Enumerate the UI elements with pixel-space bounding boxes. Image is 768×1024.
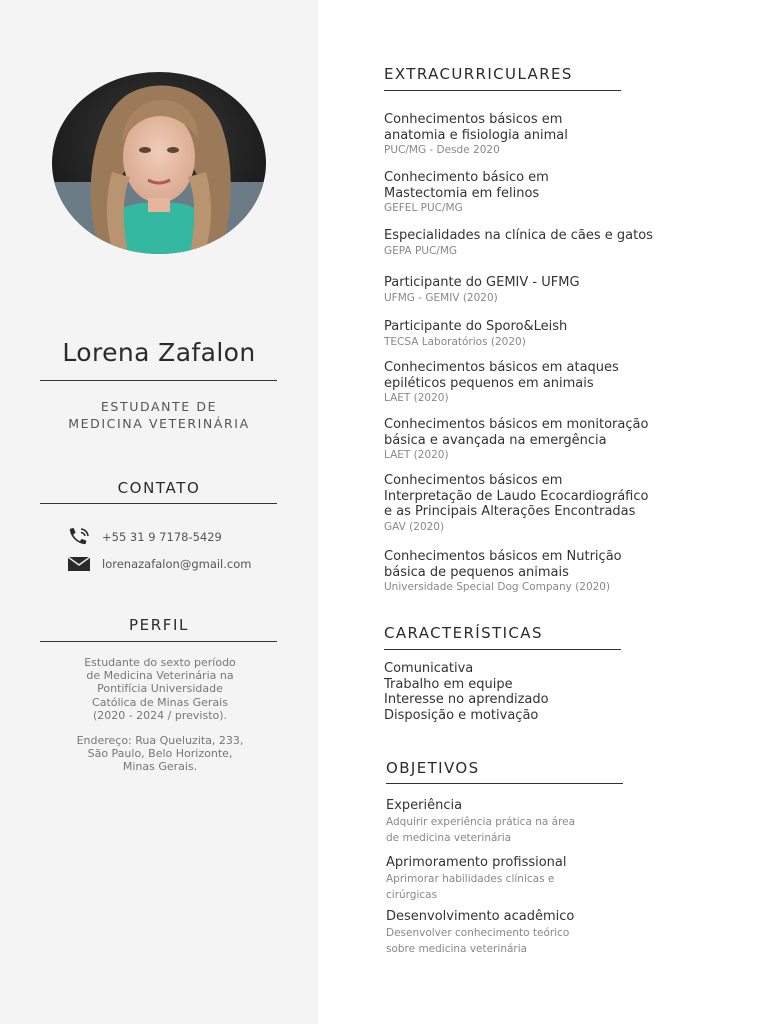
item-title: Conhecimentos básicos em ataques — [384, 360, 619, 375]
profile-photo — [52, 72, 266, 254]
extracurricular-item — [384, 170, 724, 215]
address-line: Minas Gerais. — [122, 760, 198, 774]
item-title: Conhecimentos básicos em — [384, 473, 563, 488]
objective-desc: Desenvolver conhecimento teórico — [386, 927, 570, 939]
address-line: Endereço: Rua Queluzita, 233, — [76, 734, 244, 747]
item-source: UFMG - GEMIV (2020) — [384, 291, 498, 304]
item-source: Universidade Special Dog Company (2020) — [384, 581, 611, 594]
role-title — [0, 398, 318, 432]
phone-link[interactable]: +55 31 9 7178-5429 — [102, 530, 222, 544]
item-title: Participante do GEMIV - UFMG — [384, 275, 580, 290]
characteristics-divider — [384, 649, 621, 650]
extracurricular-heading: EXTRACURRICULARES — [384, 65, 573, 83]
item-title: Conhecimentos básicos em monitoração — [384, 417, 649, 432]
characteristics-list — [384, 661, 549, 723]
item-title: Mastectomia em felinos — [384, 185, 540, 201]
profile-text — [40, 656, 280, 722]
item-source: GEFEL PUC/MG — [384, 202, 463, 215]
profile-line: Pontifícia Universidade — [97, 682, 223, 696]
item-title: básica e avançada na emergência — [384, 432, 607, 448]
phone-icon — [66, 527, 92, 547]
item-title: Especialidades na clínica de cães e gatos — [384, 228, 653, 243]
profile-line: de Medicina Veterinária na — [86, 669, 234, 683]
item-title: epiléticos pequenos em animais — [384, 375, 594, 391]
sidebar — [0, 0, 318, 1024]
extracurricular-item — [384, 228, 724, 258]
contact-email-row — [66, 554, 251, 574]
address-line: São Paulo, Belo Horizonte, — [87, 747, 233, 761]
objective-desc: de medicina veterinária — [386, 832, 512, 844]
objective-desc: Aprimorar habilidades clínicas e — [386, 873, 555, 885]
item-title: básica de pequenos animais — [384, 564, 569, 580]
item-title: Conhecimentos básicos em Nutrição — [384, 549, 622, 564]
objective-item — [386, 855, 646, 903]
extracurricular-item — [384, 473, 724, 534]
contact-phone-row — [66, 527, 222, 547]
address-text — [40, 734, 280, 774]
profile-divider — [40, 641, 277, 642]
envelope-icon — [66, 554, 92, 574]
item-source: LAET (2020) — [384, 449, 449, 462]
profile-heading: PERFIL — [129, 616, 189, 634]
item-title: Conhecimentos básicos em — [384, 112, 563, 127]
item-source: GAV (2020) — [384, 520, 445, 533]
objectives-divider — [386, 783, 623, 784]
extracurricular-item — [384, 549, 724, 594]
extracurricular-item — [384, 360, 724, 405]
extracurricular-divider — [384, 90, 621, 91]
item-title: Interpretação de Laudo Ecocardiográfico — [384, 488, 649, 504]
trait-item: Comunicativa — [384, 661, 474, 676]
item-title: Conhecimento básico em — [384, 170, 549, 185]
trait-item: Trabalho em equipe — [384, 676, 513, 692]
objective-title: Experiência — [386, 798, 463, 813]
item-source: GEPA PUC/MG — [384, 244, 458, 257]
person-name: Lorena Zafalon — [62, 338, 256, 367]
objective-desc: cirúrgicas — [386, 889, 438, 901]
contact-divider — [40, 503, 277, 504]
profile-line: (2020 - 2024 / previsto). — [92, 708, 228, 722]
email-link[interactable]: lorenazafalon@gmail.com — [102, 557, 252, 571]
objective-desc: sobre medicina veterinária — [386, 943, 528, 955]
objectives-heading: OBJETIVOS — [386, 759, 480, 777]
extracurricular-item — [384, 275, 724, 305]
role-line-2: MEDICINA VETERINÁRIA — [68, 416, 250, 431]
profile-line: Estudante do sexto período — [84, 656, 236, 669]
item-title: anatomia e fisiologia animal — [384, 127, 568, 143]
name-divider — [40, 380, 277, 381]
objective-desc: Adquirir experiência prática na área — [386, 816, 576, 828]
extracurricular-item — [384, 112, 724, 157]
contact-heading: CONTATO — [117, 479, 201, 497]
role-line-1: ESTUDANTE DE — [100, 399, 218, 414]
extracurricular-item — [384, 319, 724, 349]
item-title: e as Principais Alterações Encontradas — [384, 504, 636, 520]
item-source: TECSA Laboratórios (2020) — [384, 335, 526, 348]
characteristics-heading: CARACTERÍSTICAS — [384, 624, 543, 642]
objective-item — [386, 798, 646, 846]
item-title: Participante do Sporo&Leish — [384, 319, 568, 334]
extracurricular-item — [384, 417, 724, 462]
trait-item: Interesse no aprendizado — [384, 692, 549, 708]
item-source: LAET (2020) — [384, 392, 449, 405]
item-source: PUC/MG - Desde 2020 — [384, 144, 500, 157]
trait-item: Disposição e motivação — [384, 707, 539, 723]
objective-title: Desenvolvimento acadêmico — [386, 909, 575, 924]
objective-item — [386, 909, 646, 957]
profile-line: Católica de Minas Gerais — [92, 695, 228, 709]
objective-title: Aprimoramento profissional — [386, 855, 567, 870]
